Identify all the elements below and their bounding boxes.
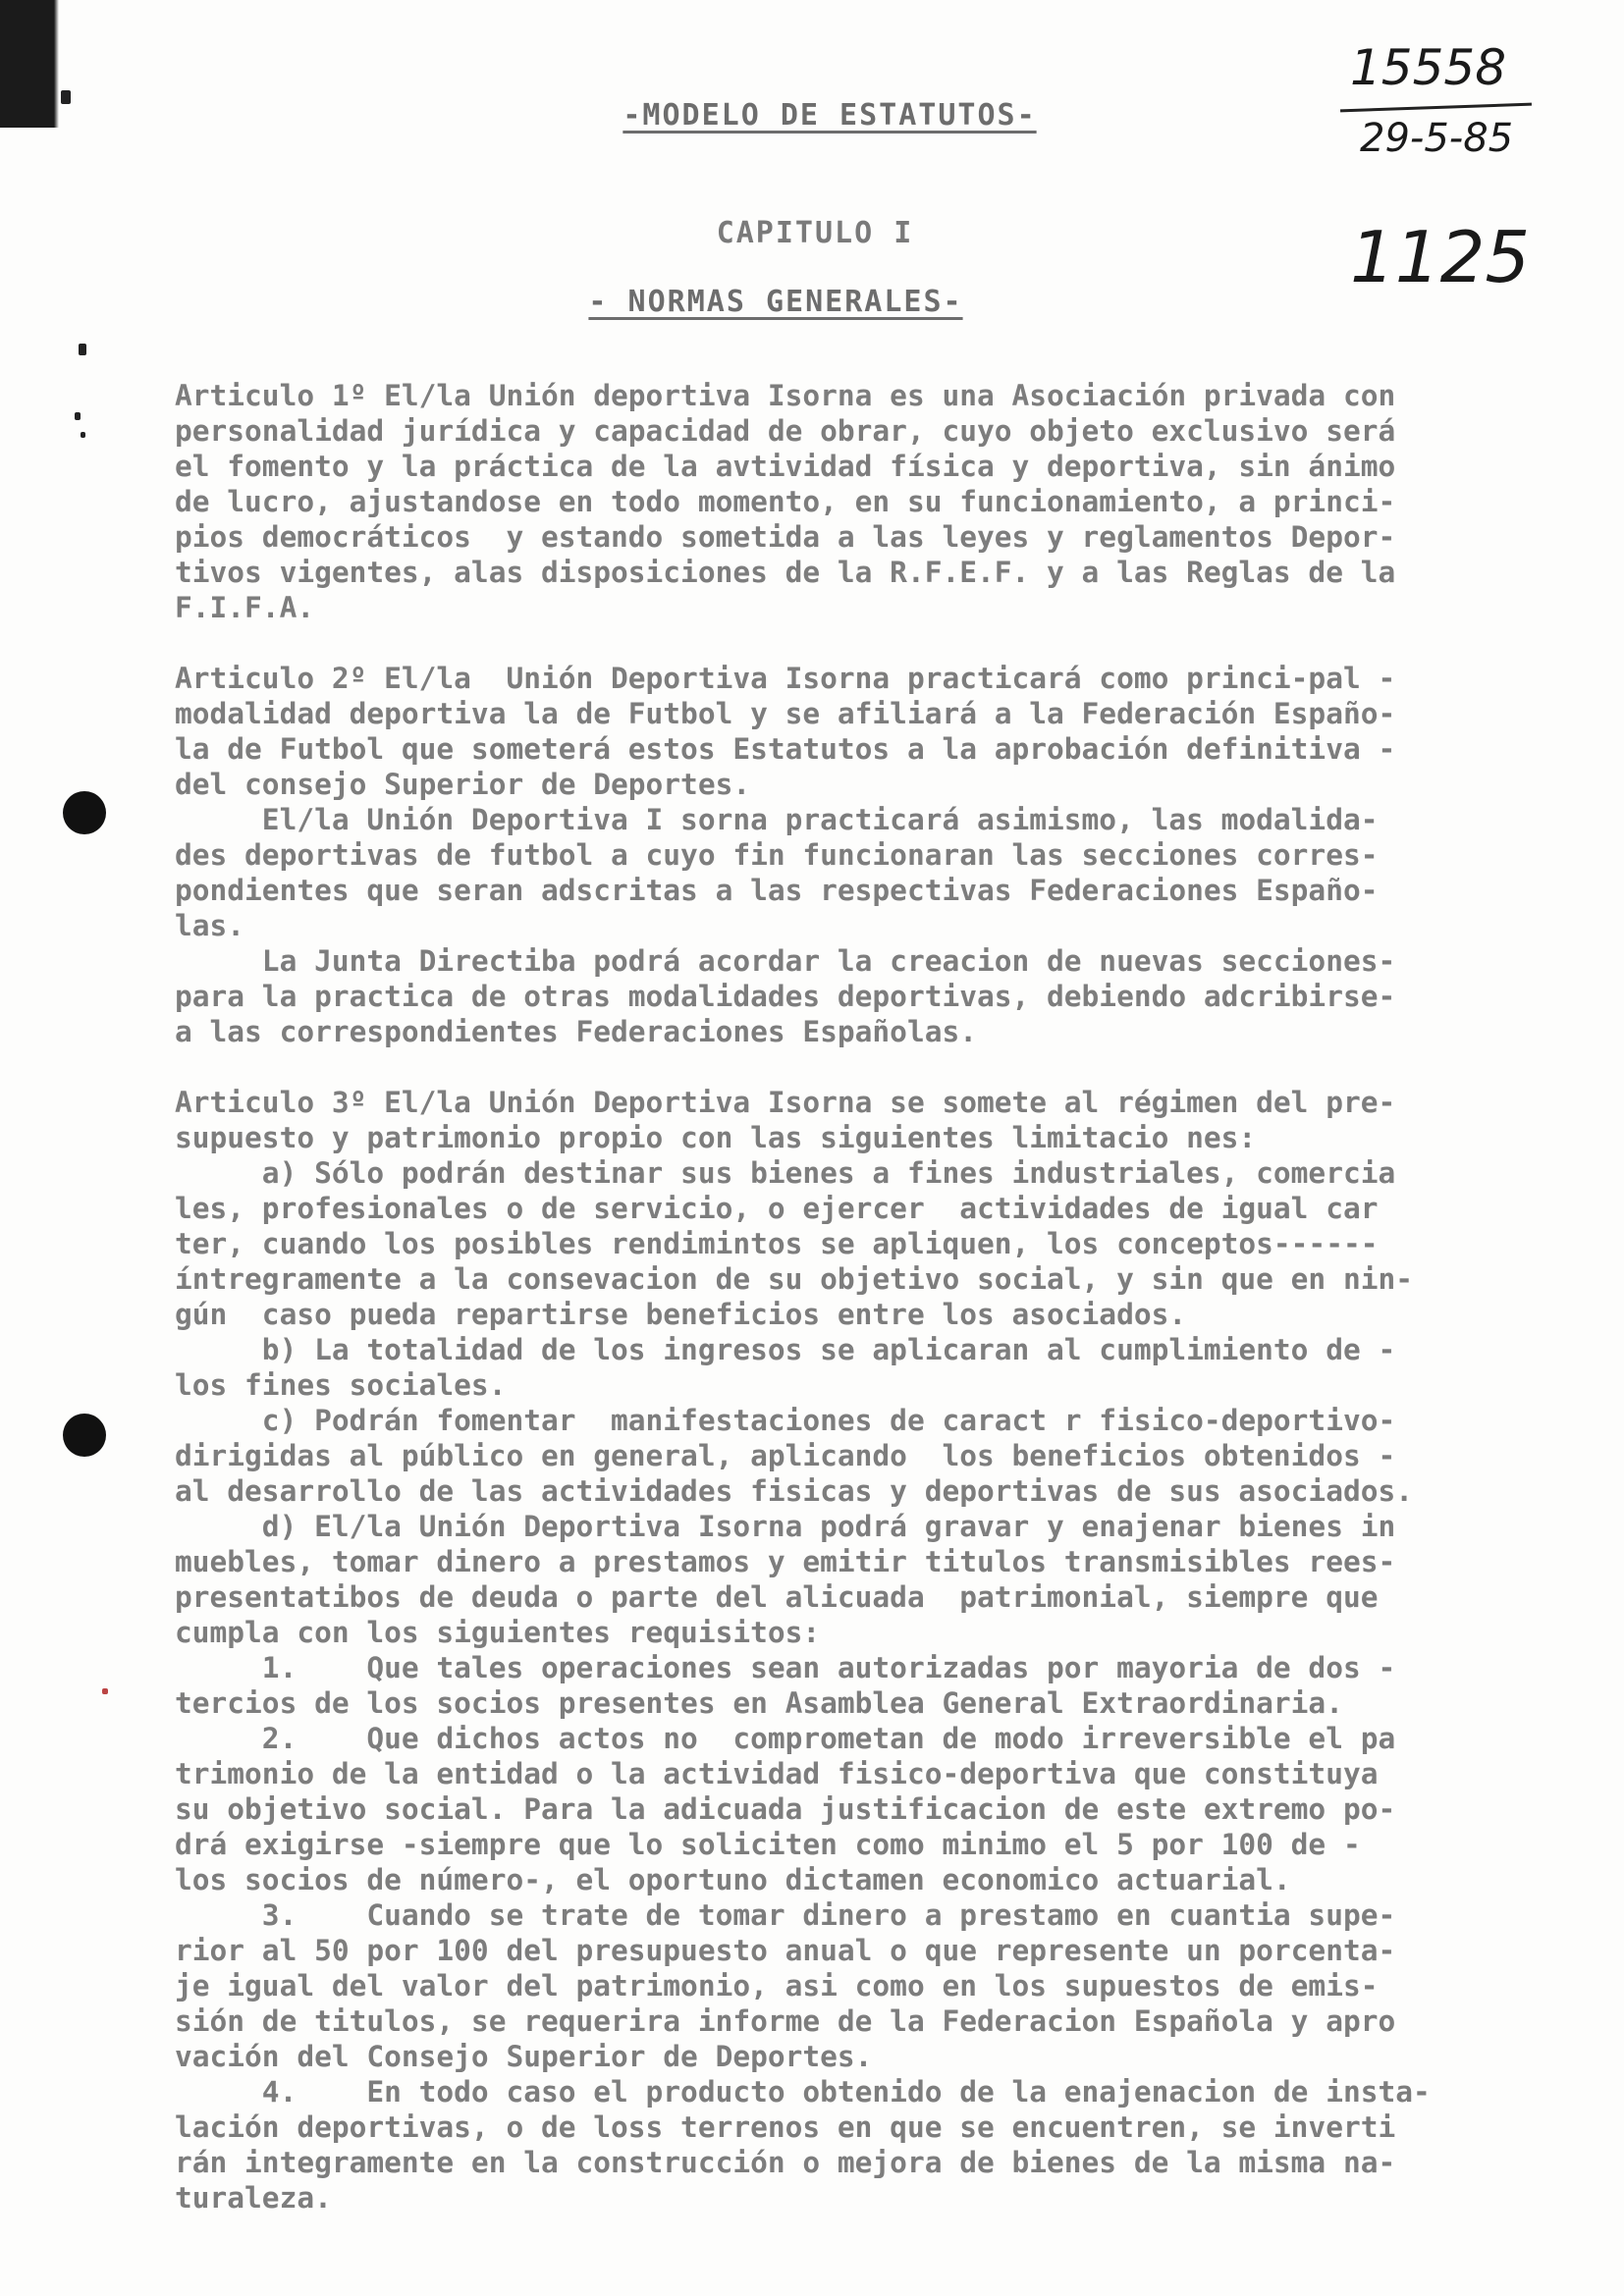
text-line: d) El/la Unión Deportiva Isorna podrá gravar y enajenar bienes in [175, 1510, 1396, 1543]
scan-speck [81, 432, 85, 438]
handwritten-underline [1340, 103, 1532, 113]
text-line: rior al 50 por 100 del presupuesto anual o que represente un porcenta- [175, 1934, 1396, 1967]
text-line: turaleza. [175, 2181, 332, 2215]
scan-edge-shadow [0, 0, 59, 128]
text-line: gún caso pueda repartirse beneficios entre los asociados. [175, 1298, 1187, 1331]
text-line: las. [175, 909, 245, 942]
article-1 [175, 378, 1589, 625]
text-line: F.I.F.A. [175, 591, 315, 624]
text-line: sión de titulos, se requerira informe de la Federacion Española y apro [175, 2004, 1396, 2038]
text-line: presentatibos de deuda o parte del alicuada patrimonial, siempre que [175, 1580, 1379, 1614]
text-line: drá exigirse -siempre que lo soliciten como minimo el 5 por 100 de - [175, 1828, 1361, 1861]
text-line: la de Futbol que someterá estos Estatutos a la aprobación definitiva - [175, 732, 1396, 766]
text-line: El/la Unión Deportiva I sorna practicará asimismo, las modalida- [175, 803, 1379, 836]
text-line: supuesto y patrimonio propio con las siguientes limitacio nes: [175, 1121, 1257, 1154]
text-line: La Junta Directiba podrá acordar la creacion de nuevas secciones- [175, 944, 1396, 978]
scan-speck [79, 344, 86, 355]
text-line: c) Podrán fomentar manifestaciones de caract r fisico-deportivo- [175, 1404, 1396, 1437]
article-2 [175, 661, 1589, 1049]
text-line: rán integramente en la construcción o mejora de bienes de la misma na- [175, 2146, 1396, 2179]
text-line: ter, cuando los posibles rendimintos se apliquen, los conceptos------ [175, 1227, 1379, 1260]
text-line: 3. Cuando se trate de tomar dinero a prestamo en cuantia supe- [175, 1898, 1396, 1932]
text-line: los socios de número-, el oportuno dictamen economico actuarial. [175, 1863, 1291, 1896]
text-line: pios democráticos y estando sometida a las leyes y reglamentos Depor- [175, 520, 1396, 554]
text-line: a) Sólo podrán destinar sus bienes a fines industriales, comercia [175, 1156, 1396, 1190]
text-line: de lucro, ajustandose en todo momento, en su funcionamiento, a princi- [175, 485, 1396, 518]
text-line: cumpla con los siguientes requisitos: [175, 1616, 821, 1649]
text-line: pondientes que seran adscritas a las respectivas Federaciones Españo- [175, 874, 1379, 907]
article-3 [175, 1085, 1589, 2216]
text-line: del consejo Superior de Deportes. [175, 768, 751, 801]
text-line: tivos vigentes, alas disposiciones de la R.F.E.F. y a las Reglas de la [175, 556, 1396, 589]
text-line: tercios de los socios presentes en Asamblea General Extraordinaria. [175, 1686, 1343, 1720]
text-line: dirigidas al público en general, aplicando los beneficios obtenidos - [175, 1439, 1396, 1472]
text-line: personalidad jurídica y capacidad de obrar, cuyo objeto exclusivo será [175, 414, 1396, 448]
section-subtitle: - NORMAS GENERALES- [588, 285, 963, 319]
handwritten-folio: 1125 [1350, 216, 1531, 298]
text-line: 2. Que dichos actos no comprometan de modo irreversible el pa [175, 1722, 1396, 1755]
text-line: modalidad deportiva la de Futbol y se afiliará a la Federación Españo- [175, 697, 1396, 730]
text-line: al desarrollo de las actividades fisicas y deportivas de sus asociados. [175, 1474, 1413, 1508]
text-line: 4. En todo caso el producto obtenido de la enajenacion de insta- [175, 2075, 1431, 2109]
punch-hole [63, 791, 106, 834]
text-line: je igual del valor del patrimonio, asi como en los supuestos de emis- [175, 1969, 1379, 2002]
handwritten-registry-number: 15558 [1350, 39, 1507, 96]
scan-speck [102, 1688, 108, 1694]
text-line: lación deportivas, o de loss terrenos en que se encuentren, se inverti [175, 2110, 1396, 2144]
text-line: des deportivas de futbol a cuyo fin funcionaran las secciones corres- [175, 838, 1379, 872]
document-body [175, 378, 1589, 2251]
text-line: Articulo 1º El/la Unión deportiva Isorna es una Asociación privada con [175, 379, 1396, 412]
text-line: íntregramente a la consevacion de su objetivo social, y sin que en nin- [175, 1262, 1413, 1296]
text-line: vación del Consejo Superior de Deportes. [175, 2040, 873, 2073]
punch-hole [63, 1414, 106, 1457]
text-line: el fomento y la práctica de la avtividad física y deportiva, sin ánimo [175, 450, 1396, 483]
text-line: b) La totalidad de los ingresos se aplicaran al cumplimiento de - [175, 1333, 1396, 1366]
handwritten-date: 29-5-85 [1360, 116, 1514, 161]
text-line: muebles, tomar dinero a prestamos y emitir titulos transmisibles rees- [175, 1545, 1396, 1578]
scan-speck [61, 90, 71, 104]
document-title: -MODELO DE ESTATUTOS- [623, 98, 1037, 133]
text-line: para la practica de otras modalidades deportivas, debiendo adcribirse- [175, 980, 1396, 1013]
text-line: los fines sociales. [175, 1368, 507, 1402]
scan-speck [75, 412, 81, 420]
chapter-heading: CAPITULO I [716, 216, 914, 250]
text-line: Articulo 3º El/la Unión Deportiva Isorna se somete al régimen del pre- [175, 1086, 1396, 1119]
text-line: a las correspondientes Federaciones Españolas. [175, 1015, 977, 1048]
text-line: trimonio de la entidad o la actividad fisico-deportiva que constituya [175, 1757, 1379, 1790]
text-line: Articulo 2º El/la Unión Deportiva Isorna practicará como princi-pal - [175, 662, 1396, 695]
text-line: 1. Que tales operaciones sean autorizadas por mayoria de dos - [175, 1651, 1396, 1684]
text-line: les, profesionales o de servicio, o ejercer actividades de igual car [175, 1192, 1379, 1225]
text-line: su objetivo social. Para la adicuada justificacion de este extremo po- [175, 1792, 1396, 1826]
